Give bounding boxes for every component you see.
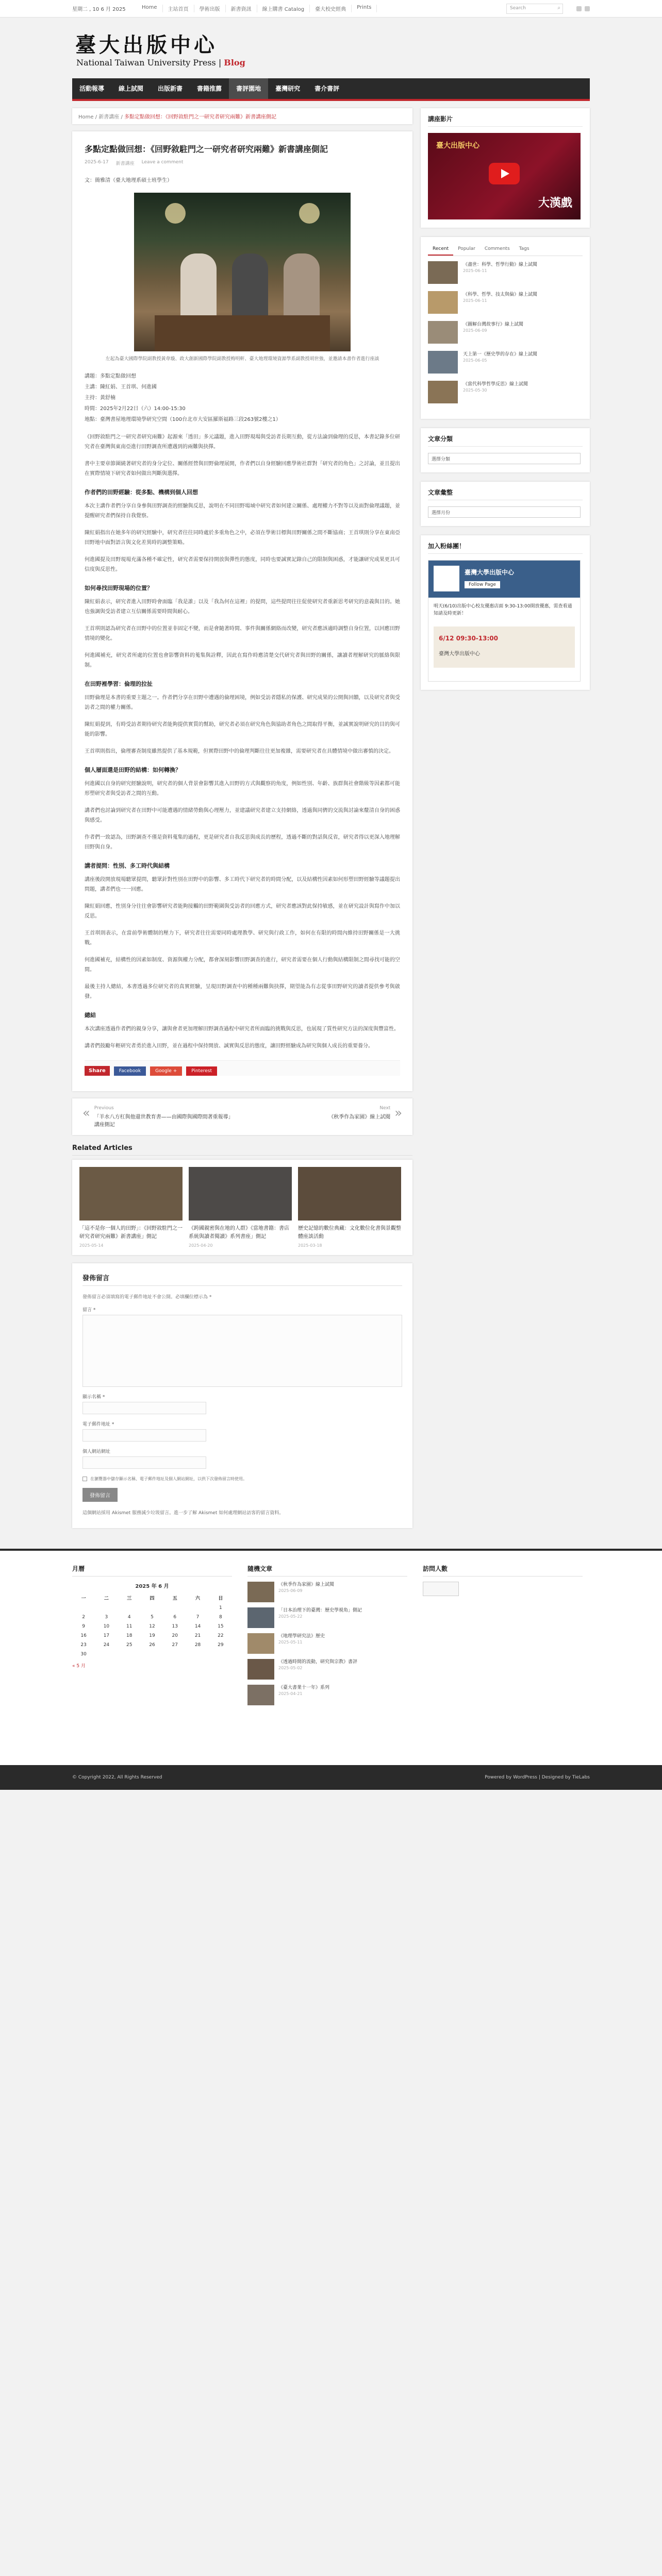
calendar-date[interactable]: 2: [82, 1615, 85, 1620]
related-item[interactable]: [189, 1167, 292, 1248]
calendar-date[interactable]: 10: [103, 1624, 110, 1629]
related-title[interactable]: 歷史記憶的數位典藏：文化數位化書與景觀整體座談活動: [298, 1226, 401, 1240]
calendar-date[interactable]: 15: [218, 1624, 224, 1629]
random-post-item[interactable]: [247, 1582, 407, 1602]
post-navigation: [72, 1098, 412, 1135]
google-share-button[interactable]: Google +: [150, 1066, 182, 1076]
page-wrapper: [72, 108, 590, 1528]
calendar-date[interactable]: 24: [103, 1642, 110, 1648]
banner-title: 臺大出版中心: [436, 142, 479, 150]
next-post: [328, 1106, 390, 1128]
category-widget: [421, 428, 590, 472]
recent-post-thumbnail[interactable]: [428, 261, 458, 284]
logo-english-text: National Taiwan University Press: [76, 58, 216, 67]
post-paragraph: 田野倫理是本書的重要主題之一。作者們分享在田野中遭遇的倫理困境，例如受訪者隱私的保護、研究成果的公開與回饋，以及研究者與受訪者之間的權力關係。: [85, 695, 400, 710]
post-paragraph: 本次主講作者們分享自身參與田野調查的經驗與反思，說明在不同田野場域中研究者如何建立關係、處理權力不對等以及面對倫理議題，並提醒研究者們保持自我覺察。: [85, 503, 400, 519]
random-posts-widget: [247, 1564, 407, 1710]
search-icon[interactable]: ⌕: [557, 5, 560, 11]
recent-post-item[interactable]: [428, 261, 583, 284]
top-nav-item[interactable]: Home: [137, 5, 163, 12]
calendar-date[interactable]: 25: [126, 1642, 133, 1648]
main-nav-item[interactable]: 出版新書: [158, 85, 183, 92]
top-nav-item[interactable]: 主站首頁: [163, 5, 194, 12]
copyright: © Copyright 2022, All Rights Reserved: [72, 1775, 162, 1780]
recent-post-title[interactable]: 天上第一《歷史學的存在》線上試閱: [463, 352, 538, 357]
recent-post-date: 2025-05-30: [463, 388, 487, 393]
breadcrumb-category[interactable]: 新書講座: [98, 114, 120, 120]
consent-text: 在瀏覽器中儲存顯示名稱、電子郵件地址及個人網站網址，以供下次發佈留言時使用。: [90, 1477, 247, 1481]
random-post-title[interactable]: 「日本治理下的臺灣：歷史學視角」側記: [278, 1608, 362, 1613]
post-meta: [85, 160, 400, 166]
calendar-date: [186, 1603, 209, 1613]
post-paragraph: 書中主要章節圍繞著研究者的身分定位、關係經營與田野倫理展開，作者們以自身經驗回應學術社群對「研究者的角色」之討論，並且提出在實際情境下研究者如何做出判斷與選擇。: [85, 461, 400, 477]
calendar-date[interactable]: 6: [173, 1615, 177, 1620]
calendar-date[interactable]: 4: [127, 1615, 131, 1620]
section-heading: 如何尋找田野現場的位置？: [85, 585, 153, 591]
calendar-date[interactable]: 17: [103, 1633, 110, 1638]
next-label: Next: [379, 1106, 391, 1111]
calendar-date[interactable]: 3: [105, 1615, 108, 1620]
top-nav-item[interactable]: 臺大校史經典: [310, 5, 352, 12]
calendar-date[interactable]: 12: [149, 1624, 155, 1629]
category-select[interactable]: 選擇分類: [428, 453, 581, 464]
section-heading: 總結: [85, 1012, 96, 1019]
event-info: [85, 371, 400, 425]
calendar-date: [163, 1650, 186, 1659]
random-post-title[interactable]: 《透過時間的流動，研究與宗教》書評: [278, 1659, 358, 1665]
calendar: [72, 1582, 232, 1659]
website-label: 個人網站網址: [82, 1449, 111, 1454]
top-search-input[interactable]: [506, 4, 563, 14]
previous-post-link[interactable]: [82, 1106, 237, 1128]
post-paragraph: 王首琪則指出，倫理審查制度雖然提供了基本規範，但實際田野中的倫理判斷往往更加複雜，需要研究者在具體情境中做出審慎的決定。: [85, 749, 394, 754]
breadcrumb-sep: /: [121, 114, 123, 120]
main-nav-item[interactable]: 線上試閱: [119, 85, 144, 92]
recent-post-item[interactable]: [428, 321, 583, 344]
calendar-day: 日: [218, 1596, 223, 1601]
facebook-widget: [421, 535, 590, 690]
share-bar: [85, 1060, 400, 1076]
calendar-date[interactable]: 19: [149, 1633, 155, 1638]
comment-title: 發佈留言: [82, 1273, 402, 1286]
calendar-date[interactable]: 30: [80, 1652, 87, 1657]
related-thumbnail[interactable]: [298, 1167, 401, 1221]
tab-tags[interactable]: Tags: [519, 246, 529, 251]
calendar-week: [72, 1613, 232, 1622]
next-post-link[interactable]: [247, 1106, 402, 1128]
calendar-date[interactable]: 29: [218, 1642, 224, 1648]
related-thumbnail[interactable]: [189, 1167, 292, 1221]
calendar-date[interactable]: 16: [80, 1633, 87, 1638]
random-post-item[interactable]: [247, 1607, 407, 1628]
video-banner[interactable]: [428, 133, 581, 219]
top-bar: [0, 0, 662, 18]
post-paragraph: 講者們也討論到研究者在田野中可能遭遇的情緒勞動與心理壓力，並建議研究者建立支持網絡，透過與同儕的交流與討論來釐清自身的困惑與感受。: [85, 808, 400, 823]
event-info-line: 主講：陳紅娟、王首琪、何進國: [85, 384, 157, 390]
recent-post-date: 2025-06-11: [463, 268, 487, 273]
recent-post-thumbnail[interactable]: [428, 321, 458, 344]
calendar-date[interactable]: 1: [219, 1605, 222, 1611]
calendar-date[interactable]: 8: [219, 1615, 222, 1620]
email-label: 電子郵件地址 *: [82, 1422, 114, 1427]
calendar-week: [72, 1650, 232, 1659]
archive-widget: [421, 482, 590, 526]
recent-post-thumbnail[interactable]: [428, 381, 458, 403]
facebook-post-event: 臺灣大學出版中心: [439, 651, 480, 657]
footer-title: 隨機文章: [247, 1564, 407, 1577]
recent-post-date: 2025-06-11: [463, 298, 487, 303]
calendar-date[interactable]: 22: [218, 1633, 224, 1638]
post-title: 多點定點做回想：《回野敘駐門之一研究者研究兩難》新書講座側記: [85, 144, 328, 154]
random-post-item[interactable]: [247, 1659, 407, 1680]
post-article: [72, 131, 412, 1091]
sidebar: [421, 108, 590, 1528]
speaker-shape: [180, 253, 217, 320]
posts-tabs: [428, 243, 583, 256]
post-paragraph: 何進國提及田野現場充滿各種不確定性，研究者需要保持開放與彈性的態度，同時也要誠實記錄自己的限制與困惑，才能讓研究成果更具可信度與反思性。: [85, 557, 400, 572]
random-post-item[interactable]: [247, 1685, 407, 1705]
post-paragraph: 本次講座透過作者們的親身分享，讓與會者更加理解田野調查過程中研究者所面臨的挑戰與反思，也展現了質性研究方法的深度與豐富性。: [85, 1026, 399, 1032]
random-post-title[interactable]: 《臺大書業十一年》系列: [278, 1685, 330, 1690]
post-comment-link[interactable]: Leave a comment: [141, 160, 184, 165]
comment-note: 發佈留言必須填寫的電子郵件地址不會公開。必填欄位標示為 *: [82, 1295, 212, 1300]
site-footer: [0, 1549, 662, 1765]
calendar-day: 三: [127, 1596, 132, 1601]
facebook-page-box[interactable]: [428, 560, 581, 682]
calendar-date: [209, 1650, 232, 1659]
calendar-date[interactable]: 23: [80, 1642, 87, 1648]
calendar-date[interactable]: 26: [149, 1642, 155, 1648]
random-post-date: 2025-06-09: [278, 1588, 303, 1593]
email-field[interactable]: [82, 1429, 206, 1442]
post-author: 文：簡雅清（臺大地理系碩士班學生）: [85, 178, 172, 183]
event-info-line: 時間：2025年2月22日（六）14:00-15:30: [85, 406, 186, 412]
rss-icon[interactable]: [576, 6, 582, 11]
main-nav: [72, 78, 590, 101]
current-date: 星期二 , 10 6 月 2025: [72, 7, 126, 12]
logo-english[interactable]: National Taiwan University Press | Blog: [76, 58, 245, 67]
calendar-widget: [72, 1564, 232, 1710]
visitor-counter: [423, 1582, 459, 1596]
facebook-share-button[interactable]: Facebook: [114, 1066, 146, 1076]
calendar-week: [72, 1603, 232, 1613]
calendar-week: [72, 1631, 232, 1640]
calendar-day: 二: [104, 1596, 109, 1601]
widget-title: 加入粉絲團！: [428, 541, 583, 554]
random-post-thumbnail[interactable]: [247, 1659, 274, 1680]
consent-checkbox[interactable]: [82, 1477, 87, 1481]
related-date: 2025-03-18: [298, 1243, 322, 1248]
random-post-thumbnail[interactable]: [247, 1633, 274, 1654]
recent-post-thumbnail[interactable]: [428, 291, 458, 314]
random-post-date: 2025-05-22: [278, 1614, 303, 1619]
calendar-body: [72, 1603, 232, 1659]
speaker-shape: [284, 253, 320, 320]
related-date: 2025-05-14: [79, 1243, 104, 1248]
random-post-thumbnail[interactable]: [247, 1607, 274, 1628]
name-label: 顯示名稱 *: [82, 1395, 105, 1400]
facebook-post-text: 明天(6/10)出版中心校友優惠店面 9:30-13:00開放優惠，需查看通知請及時更新！: [434, 604, 572, 616]
post-paragraph: 何進國以自身的研究經驗說明，研究者的個人背景會影響其進入田野的方式與觀察的角度，例如性別、年齡、族群與社會階級等因素都可能形塑研究者與受訪者之間的互動。: [85, 781, 400, 796]
widget-title: 文章分類: [428, 434, 583, 447]
post-paragraph: 講座後段開放現場聽眾提問，聽眾針對性別在田野中的影響、多工時代下研究者的時間分配，以及結構性因素如何形塑田野經驗等議題提出問題，講者們也一一回應。: [85, 877, 400, 892]
related-articles: [72, 1160, 412, 1255]
top-nav-item[interactable]: 學術出版: [194, 5, 226, 12]
calendar-date[interactable]: 18: [126, 1633, 133, 1638]
main-nav-item-active[interactable]: 書評園地: [229, 78, 268, 99]
top-nav-item[interactable]: 新書資訊: [226, 5, 257, 12]
calendar-date: [163, 1603, 186, 1613]
recent-post-item[interactable]: [428, 291, 583, 314]
calendar-date[interactable]: 13: [172, 1624, 178, 1629]
footer-columns: [72, 1551, 590, 1710]
lamp-shape: [299, 203, 320, 224]
post-paragraph: 何進國補充，研究者所處的位置也會影響資料的蒐集與詮釋，因此在寫作時應清楚交代研究者與田野的關係，讓讀者理解研究的脈絡與限制。: [85, 653, 400, 668]
post-date: 2025-6-17: [85, 160, 109, 165]
logo-chinese[interactable]: 臺大出版中心: [75, 33, 218, 57]
calendar-caption: 2025 年 6 月: [135, 1584, 169, 1589]
related-thumbnail[interactable]: [79, 1167, 183, 1221]
facebook-icon[interactable]: [585, 6, 590, 11]
calendar-date[interactable]: 14: [194, 1624, 201, 1629]
calendar-day: 五: [172, 1596, 177, 1601]
site-header: [72, 18, 590, 78]
comment-label: 留言 *: [82, 1308, 96, 1313]
chevron-left-icon: «: [82, 1106, 90, 1120]
table-shape: [155, 315, 330, 351]
related-date: 2025-04-20: [189, 1243, 213, 1248]
calendar-day: 一: [81, 1596, 86, 1601]
powered-by: Powered by WordPress | Designed by TieLabs: [485, 1775, 590, 1780]
photo-caption: 左起為臺大國際學院副教授黃韋璇、政大創新國際學院副教授梅明軒、臺大地理環境資源學系副教授胡世強，並邀請本書作者進行座談: [105, 357, 379, 362]
calendar-date: [72, 1603, 95, 1613]
calendar-date[interactable]: 27: [172, 1642, 178, 1648]
tab-recent[interactable]: Recent: [428, 243, 453, 256]
calendar-date: [95, 1603, 118, 1613]
main-nav-item[interactable]: 書介書評: [315, 85, 340, 92]
event-info-line: 主持：黃舒楠: [85, 395, 115, 401]
search-placeholder: Search: [510, 5, 526, 11]
share-label: Share: [85, 1066, 110, 1076]
random-post-date: 2025-05-02: [278, 1666, 303, 1670]
random-post-title[interactable]: 《地理學研究法》歷史: [278, 1634, 325, 1639]
calendar-date[interactable]: 7: [196, 1615, 200, 1620]
website-field[interactable]: [82, 1456, 206, 1469]
calendar-week: [72, 1622, 232, 1631]
facebook-header: [428, 561, 580, 598]
calendar-week: [72, 1640, 232, 1650]
related-title[interactable]: 「這不是你一個人的田野」：《回野敘駐門之一研究者研究兩難》新書講座」側記: [79, 1226, 183, 1240]
calendar-date: [118, 1603, 141, 1613]
post-paragraph: 《回野敘駐門之一研究者研究兩難》起源來「透田」多元議題，進入田野現場與受訪者長期互動，從方法論到倫理的反思，本書記錄多位研究者在臺灣與東南亞進行田野調查所遭遇到的兩難與抉擇。: [85, 434, 400, 450]
calendar-date[interactable]: 9: [82, 1624, 85, 1629]
banner-subtitle: 大漢戲: [538, 197, 572, 210]
post-paragraph: 王首琪則表示，在當前學術體制的壓力下，研究者往往需要同時處理教學、研究與行政工作，如何在有限的時間內維持田野關係是一大挑戰。: [85, 930, 400, 946]
random-post-thumbnail[interactable]: [247, 1582, 274, 1602]
calendar-date[interactable]: 28: [194, 1642, 201, 1648]
top-nav-item[interactable]: Prints: [352, 5, 377, 12]
calendar-date[interactable]: 21: [194, 1633, 201, 1638]
name-field[interactable]: [82, 1402, 206, 1414]
recent-post-title[interactable]: 《盡世：科學、哲學行動》線上試閱: [463, 262, 538, 267]
previous-post: [94, 1106, 237, 1128]
footer-title: 月曆: [72, 1564, 232, 1577]
calendar-date: [118, 1650, 141, 1659]
main-nav-item[interactable]: 活動報導: [79, 85, 105, 92]
calendar-date: [141, 1650, 163, 1659]
post-paragraph: 講者們鼓勵年輕研究者勇於進入田野，並在過程中保持開放、誠實與反思的態度，讓田野經驗成為研究與個人成長的重要養分。: [85, 1043, 373, 1049]
footer-title: 訪問人數: [423, 1564, 583, 1577]
random-post-title[interactable]: 《秋季作為家園》線上試閱: [278, 1582, 335, 1587]
section-heading: 個人層面還是田野的結構：如何轉換？: [85, 767, 181, 773]
recent-post-date: 2025-06-09: [463, 328, 487, 333]
consent-row: [82, 1476, 402, 1482]
calendar-date: [141, 1603, 163, 1613]
calendar-date[interactable]: 5: [151, 1615, 154, 1620]
calendar-day: 四: [150, 1596, 155, 1601]
widget-title: 文章彙整: [428, 488, 583, 500]
social-icons: [569, 6, 590, 11]
post-category[interactable]: 新書講座: [115, 161, 135, 166]
breadcrumb-sep: /: [95, 114, 97, 120]
post-paragraph: 陳紅娟指出在她多年的研究經驗中，研究者往往同時處於多重角色之中，必須在學術目標與田野關係之間不斷協商；王首琪則分享在東南亞田野地中面對語言與文化差異時的調整策略。: [85, 530, 400, 546]
event-info-line: 講題：多點定點做回想: [85, 374, 136, 379]
recent-post-title[interactable]: 《圖解台灣故事行》線上試閱: [463, 322, 524, 327]
main-nav-item[interactable]: 書籍推薦: [197, 85, 222, 92]
submit-comment-button[interactable]: 發佈留言: [82, 1488, 118, 1502]
related-item[interactable]: [79, 1167, 183, 1248]
recent-post-title[interactable]: 《當代科學哲學反思》線上試閱: [463, 382, 528, 387]
post-paragraph: 王首琪則認為研究者在田野中的位置並非固定不變，而是會隨著時間、事件與關係網絡而改變，研究者應該適時調整自身位置，以回應田野情境的變化。: [85, 626, 400, 641]
section-heading: 講者提問：性別、多工時代與結構: [85, 862, 170, 869]
event-photo: [134, 193, 351, 351]
post-paragraph: 作者們一致認為，田野調查不僅是資料蒐集的過程，更是研究者自我反思與成長的歷程，透過不斷的對話與反省，研究者得以更深入地理解田野與自身。: [85, 835, 400, 850]
archive-select[interactable]: 選擇月份: [428, 506, 581, 518]
pinterest-share-button[interactable]: Pinterest: [186, 1066, 217, 1076]
previous-title: 「羊水八方杠與他還世教育書——由國際與國際間著重報導」講座側記: [94, 1114, 234, 1128]
breadcrumb-current: 多點定點做回想：《回野敘駐門之一研究者研究兩難》新書講座側記: [124, 114, 277, 120]
related-item[interactable]: [298, 1167, 401, 1248]
random-post-date: 2025-04-21: [278, 1691, 303, 1696]
breadcrumb: [72, 108, 412, 124]
section-heading: 作者們的田野經驗：從多點、機構到個人回想: [85, 489, 198, 496]
post-paragraph: 最後主持人總結，本書透過多位研究者的真實經驗，呈現田野調查中的種種兩難與抉擇，期望能為有志從事田野研究的讀者提供參考與啟發。: [85, 984, 400, 999]
facebook-page-name[interactable]: 臺灣大學出版中心: [465, 569, 515, 576]
posts-tabs-widget: [421, 237, 590, 419]
main-nav-item[interactable]: 臺灣研究: [275, 85, 301, 92]
next-title: 《秋季作為家園》線上試閱: [328, 1114, 391, 1120]
tab-popular[interactable]: Popular: [458, 246, 475, 251]
recent-post-item[interactable]: [428, 351, 583, 374]
logo-blog-text: Blog: [224, 58, 245, 67]
recent-post-thumbnail[interactable]: [428, 351, 458, 374]
related-title[interactable]: 《跨國親密與在地的人群》《當地書籍：書店系統與讀者閱讀》系列書座」側記: [189, 1226, 289, 1240]
comment-form: [72, 1263, 412, 1528]
random-post-date: 2025-05-11: [278, 1640, 303, 1645]
play-icon[interactable]: [489, 163, 520, 184]
tab-comments[interactable]: Comments: [484, 246, 510, 251]
video-widget: [421, 108, 590, 228]
calendar-date[interactable]: 11: [126, 1624, 133, 1629]
breadcrumb-home[interactable]: Home: [78, 114, 94, 120]
calendar-date[interactable]: 20: [172, 1633, 178, 1638]
top-nav: [137, 5, 506, 12]
main-content: [72, 108, 412, 1528]
top-nav-item[interactable]: 線上購書 Catalog: [257, 5, 310, 12]
chevron-right-icon: »: [394, 1106, 402, 1120]
recent-post-title[interactable]: 《科學、哲學、技太與倫》線上試閱: [463, 292, 538, 297]
avatar[interactable]: [434, 566, 459, 591]
previous-label: Previous: [94, 1106, 114, 1111]
post-paragraph: 陳紅娟表示，研究者進入田野時會面臨「我是誰」以及「我為何在這裡」的提問，這些提問往往促使研究者重新思考研究的意義與目的。她也強調與受訪者建立互信關係需要時間與耐心。: [85, 599, 400, 615]
post-paragraph: 陳紅娟提到，有時受訪者期待研究者能夠提供實質的幫助，研究者必須在研究角色與協助者角色之間取得平衡，並誠實說明研究的目的與可能的影響。: [85, 722, 400, 737]
lamp-shape: [165, 203, 186, 224]
calendar-prev-month[interactable]: « 5 月: [72, 1664, 86, 1669]
section-heading: 在田野裡學習：倫理的拉扯: [85, 681, 153, 687]
random-post-item[interactable]: [247, 1633, 407, 1654]
post-paragraph: 何進國補充，結構性的因素如制度、資源與權力分配，都會深刻影響田野調查的進行，研究者需要在個人行動與結構限制之間尋找可能的空間。: [85, 957, 400, 973]
calendar-date: [186, 1650, 209, 1659]
recent-post-date: 2025-06-05: [463, 358, 487, 363]
comment-textarea[interactable]: [82, 1315, 402, 1387]
speaker-shape: [232, 253, 268, 320]
post-paragraph: 陳紅娟回應，性別身分往往會影響研究者能夠接觸的田野範圍與受訪者的回應方式，研究者應該對此保持敏感，並在研究設計與寫作中加以反思。: [85, 904, 400, 919]
akismet-note: 這個網站採用 Akismet 服務減少垃圾留言。進一步了解 Akismet 如何處理網站訪客的留言資料。: [82, 1511, 284, 1516]
related-articles-title: Related Articles: [72, 1144, 412, 1156]
calendar-day: 六: [195, 1596, 201, 1601]
facebook-post-date: 6/12 09:30-13:00: [439, 635, 498, 642]
visitor-widget: [423, 1564, 583, 1710]
follow-page-button[interactable]: Follow Page: [465, 581, 500, 588]
bottom-bar: [0, 1765, 662, 1790]
facebook-post-image[interactable]: [434, 626, 575, 668]
event-info-line: 地點：臺灣書屋地理環境學研究空間（100台北市大安區羅斯福路三段263號2樓之1）: [85, 417, 281, 422]
recent-post-item[interactable]: [428, 381, 583, 403]
random-post-thumbnail[interactable]: [247, 1685, 274, 1705]
widget-title: 講座影片: [428, 114, 583, 127]
calendar-date: [95, 1650, 118, 1659]
